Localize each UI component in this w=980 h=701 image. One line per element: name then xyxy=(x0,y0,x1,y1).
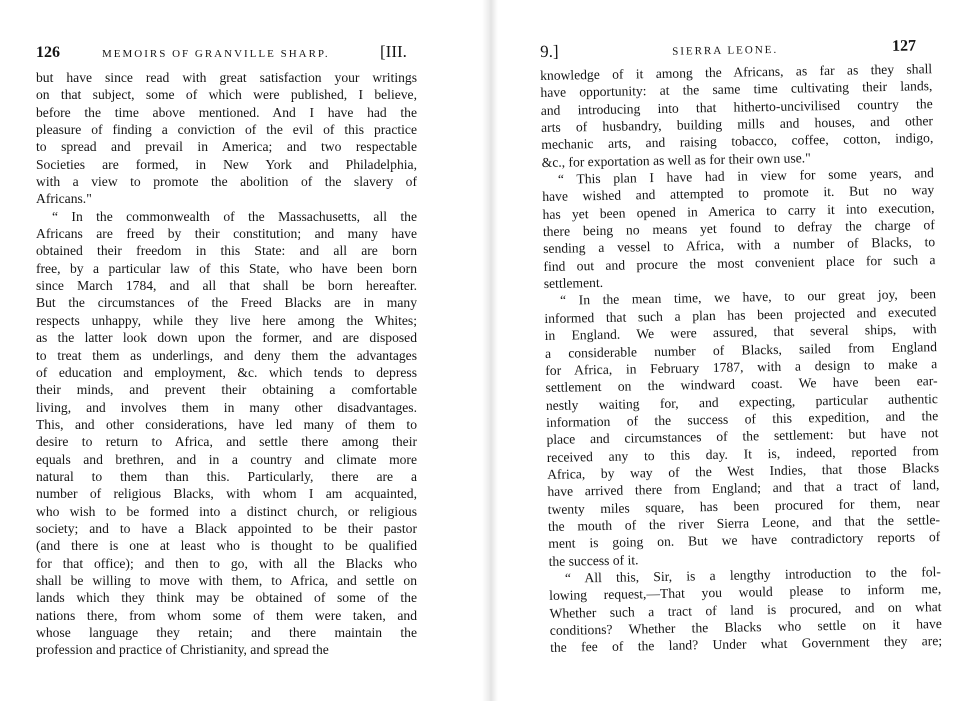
text-line: settlement. xyxy=(543,275,604,292)
text-line: the mouth of the river Sierra Leone, and that the settle- xyxy=(547,512,941,534)
text-line: Africa, by way of the West Indies, that those Blacks xyxy=(546,460,940,482)
text-line: “ In the commonwealth of the Massachusetts, all the xyxy=(52,208,417,224)
text-line: “ In the mean time, we have, to our great joy, been xyxy=(559,286,937,309)
text-line: have arrived there from England; and that a tract of land, xyxy=(547,477,940,500)
text-line: But the circumstances of the Freed Blacks are in many xyxy=(36,295,417,311)
text-line: “ This plan I have had in view for some years, and xyxy=(557,165,935,187)
text-line: have wished and attempted to promote it. But no way xyxy=(542,182,935,205)
text-line: to spread and prevail in America; and two respectable xyxy=(36,139,417,155)
text-line: before the time above mentioned. And I have had the xyxy=(36,104,417,120)
text-line: as the latter look down upon the former, and are disposed xyxy=(36,330,417,346)
text-line: ment is going on. But we have contradictory reports of xyxy=(548,529,941,552)
text-line: arts of husbandry, building mills and houses, and other xyxy=(540,113,934,136)
text-line: place and circumstances of the settlement: but have not xyxy=(546,425,939,448)
text-line: pleasure of finding a conviction of the evil of this practice xyxy=(36,122,417,138)
text-line: the fee of the land? Under what Government they are; xyxy=(550,633,943,656)
right-body-text xyxy=(540,60,942,656)
text-line: on that subject, some of which were published, I believe, xyxy=(36,87,417,103)
text-line: This, and other considerations, have led many of them to xyxy=(36,416,417,432)
text-line: informed that such a plan has been projected and executed xyxy=(544,303,937,326)
text-line: mechanic arts, and raising tobacco, coffee, cotton, indigo, xyxy=(541,130,934,153)
text-line: there being no means yet found to defray the charge of xyxy=(542,217,935,240)
text-line: received any to this day. It is, indeed, reported from xyxy=(546,442,939,465)
text-line: equals and brethren, and in a country and climate more xyxy=(36,451,417,467)
text-line: but have since read with great satisfaction your writings xyxy=(36,70,417,85)
text-line: nations there, from whom some of them were taken, and xyxy=(36,607,417,623)
text-line: lowing request,—That you would please to inform me, xyxy=(549,581,942,604)
text-line: for Africa, in February 1787, with a design to make a xyxy=(545,355,938,378)
text-line: obtained their freedom in this State: and all are born xyxy=(36,243,417,259)
text-line: find out and procure the most convenient place for such a xyxy=(543,251,936,274)
text-line: profession and practice of Christianity, and spread the xyxy=(36,642,329,658)
text-line: for that office); and then to go, with all the Blacks who xyxy=(36,555,417,571)
text-line: “ All this, Sir, is a lengthy introduction to the fol- xyxy=(564,564,941,586)
text-line: in England. We were assured, that several ships, with xyxy=(544,321,937,344)
text-line: society; and to have a Black appointed to be their pastor xyxy=(36,520,417,536)
text-line: nestly waiting for, and expecting, particular authentic xyxy=(545,390,938,413)
right-page-number: 127 xyxy=(891,37,917,55)
left-body-text xyxy=(36,69,417,659)
text-line: living, and involves them in many other disadvantages. xyxy=(36,399,417,415)
text-line: who wish to be formed into a distinct church, or religious xyxy=(36,503,417,519)
text-line: and introducing into that hitherto-uncivilised country the xyxy=(540,95,933,118)
text-line: whose language they retain; and there maintain the xyxy=(36,625,417,640)
left-chapter-marker: [III. xyxy=(380,42,407,61)
text-line: (and there is one at least who is thought to be qualified xyxy=(36,538,417,554)
text-line: respects unhappy, while they live here among the Whites; xyxy=(36,312,417,328)
text-line: with a view to promote the abolition of the slavery of xyxy=(36,174,417,190)
text-line: &c., for exportation as well as for their own use." xyxy=(541,150,811,170)
text-line: conditions? Whether the Blacks who settle on it have xyxy=(549,616,942,638)
text-line: desire to return to Africa, and settle there among their xyxy=(36,434,417,450)
text-line: their minds, and prevent their obtaining a comfortable xyxy=(36,382,417,398)
text-line: number of religious Blacks, with whom I am acquainted, xyxy=(36,486,417,502)
text-line: lands which they think may be obtained of some of the xyxy=(36,590,417,606)
text-line: settlement on the windward coast. We have been ear- xyxy=(545,373,938,396)
text-line: Societies are formed, in New York and Philadelphia, xyxy=(36,156,417,172)
text-line: Whether such a tract of land is procured, and on what xyxy=(549,598,942,621)
text-line: since March 1784, and all that shall be born hereafter. xyxy=(36,278,417,294)
text-line: information of the success of this expedition, and the xyxy=(546,407,939,430)
text-line: knowledge of it among the Africans, as far as they shall xyxy=(540,61,933,83)
text-line: natural to them than this. Particularly, there are a xyxy=(36,468,417,484)
text-line: free, by a particular law of this State, who have been born xyxy=(36,260,417,276)
left-running-title: MEMOIRS OF GRANVILLE SHARP. xyxy=(102,48,330,60)
text-line: a considerable number of Blacks, sailed from England xyxy=(544,338,938,361)
right-running-head xyxy=(539,37,920,61)
text-line: the success of it. xyxy=(548,551,639,569)
left-page-number: 126 xyxy=(36,44,60,61)
text-line: twenty miles square, has been procured for them, near xyxy=(547,494,940,517)
text-line: Africans are freed by their constitution; and many have xyxy=(36,226,417,242)
text-line: sending a vessel to Africa, with a number of Blacks, to xyxy=(543,234,936,257)
right-running-title: SIERRA LEONE. xyxy=(672,43,779,58)
right-chapter-marker: 9.] xyxy=(539,41,559,61)
text-line: of education and employment, &c. which tends to depress xyxy=(36,364,417,380)
right-page xyxy=(490,0,980,701)
text-line: to treat them as underlings, and deny them the advantages xyxy=(36,347,417,363)
text-line: Africans." xyxy=(36,191,92,207)
text-line: have opportunity: at the same time cultivating their lands, xyxy=(540,78,933,101)
text-line: has yet been opened in America to carry it into execution, xyxy=(542,199,935,222)
text-line: shall be willing to move with them, to Africa, and settle on xyxy=(36,572,417,588)
